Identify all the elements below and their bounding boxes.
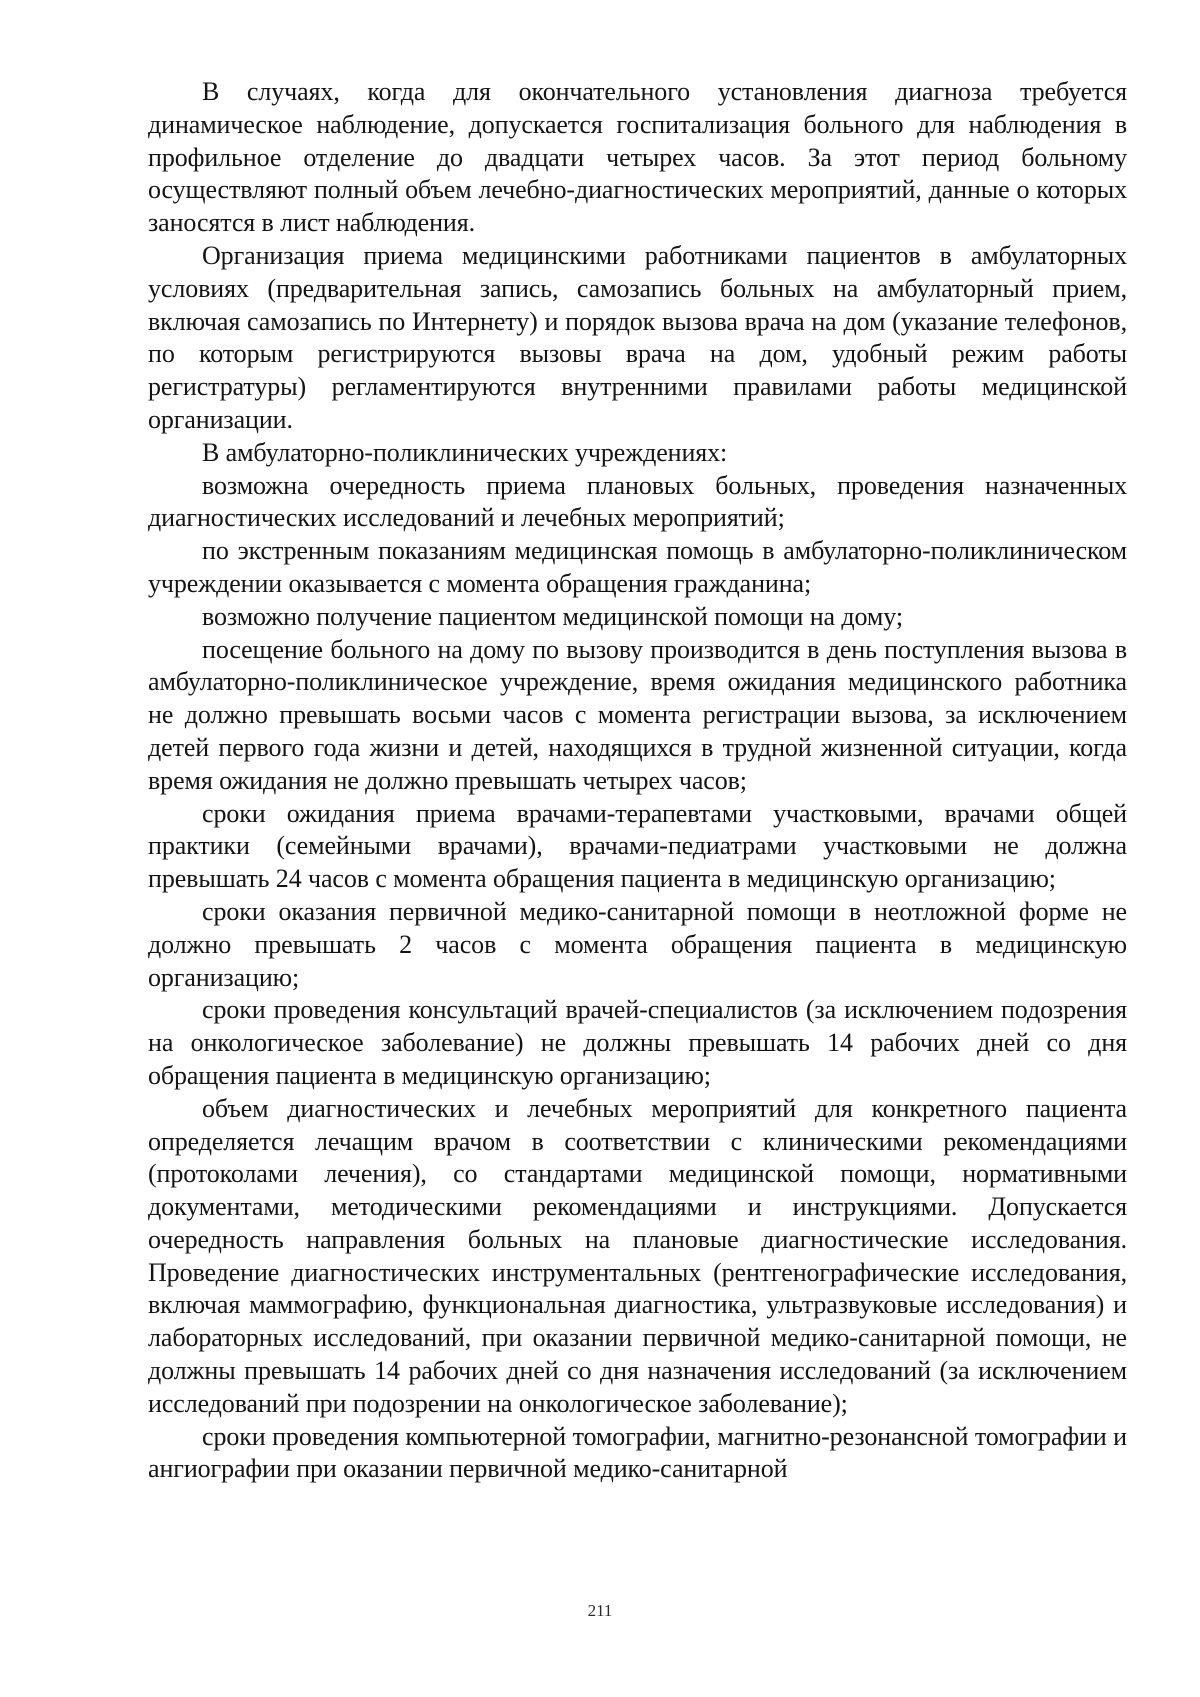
page-number: 211 bbox=[587, 1601, 613, 1620]
paragraph-therapist-waiting: сроки ожидания приема врачами-терапевтами участковыми, врачами общей практики (семейными врачами), врачами-педиатрами участковыми не должна превышать 24 часов с момента обращения пациента в медицинскую организацию; bbox=[148, 798, 1127, 894]
paragraph-appointment-organization: Организация приема медицинскими работниками пациентов в амбулаторных условиях (предварительная запись, самозапись больных на амбулаторный прием, включая самозапись по Интернету) и порядок вызова врача на дом (указание телефонов, по которым регистрируются вызовы врача на дом, удобный режим работы регистратуры) регламентируются внутренними правилами работы медицинской организации. bbox=[148, 240, 1127, 434]
paragraph-home-visit: посещение больного на дому по вызову производится в день поступления вызова в амбулаторно-поликлиническое учреждение, время ожидания медицинского работника не должно превышать восьми часов с момента регистрации вызова, за исключением детей первого года жизни и детей, находящихся в трудной жизненной ситуации, когда время ожидания не должно превышать четырех часов; bbox=[148, 634, 1127, 795]
paragraph-specialist-consultation: сроки проведения консультаций врачей-специалистов (за исключением подозрения на онкологическое заболевание) не должны превышать 14 рабочих дней со дня обращения пациента в медицинскую организацию; bbox=[148, 995, 1127, 1090]
paragraph-home-care: возможно получение пациентом медицинской помощи на дому; bbox=[202, 601, 903, 631]
paragraph-urgent-care-terms: сроки оказания первичной медико-санитарной помощи в неотложной форме не должно превышать 2 часов с момента обращения пациента в медицинскую организацию; bbox=[148, 896, 1127, 992]
document-body bbox=[148, 76, 1127, 1486]
paragraph-planned-queue: возможна очередность приема плановых больных, проведения назначенных диагностических исследований и лечебных мероприятий; bbox=[148, 470, 1127, 533]
paragraph-tomography-terms: сроки проведения компьютерной томографии, магнитно-резонансной томографии и ангиографии при оказании первичной медико-санитарной bbox=[148, 1421, 1127, 1484]
paragraph-emergency-care: по экстренным показаниям медицинская помощь в амбулаторно-поликлиническом учреждении оказывается с момента обращения гражданина; bbox=[148, 536, 1127, 598]
paragraph-outpatient-heading: В амбулаторно-поликлинических учреждениях: bbox=[202, 437, 728, 467]
paragraph-diagnostic-volume: объем диагностических и лечебных мероприятий для конкретного пациента определяется лечащим врачом в соответствии с клиническими рекомендациями (протоколами лечения), со стандартами медицинской помощи, нормативными документами, методическими рекомендациями и инструкциями. Допускается очередность направления больных на плановые диагностические исследования. Проведение диагностических инструментальных (рентгенографические исследования, включая маммографию, функциональная диагностика, ультразвуковые исследования) и лабораторных исследований, при оказании первичной медико-санитарной помощи, не должны превышать 14 рабочих дней со дня назначения исследований (за исключением исследований при подозрении на онкологическое заболевание); bbox=[148, 1093, 1127, 1418]
paragraph-hospitalization-observation: В случаях, когда для окончательного установления диагноза требуется динамическое наблюдение, допускается госпитализация больного для наблюдения в профильное отделение до двадцати четырех часов. За этот период больному осуществляют полный объем лечебно-диагностических мероприятий, данные о которых заносятся в лист наблюдения. bbox=[148, 77, 1127, 238]
